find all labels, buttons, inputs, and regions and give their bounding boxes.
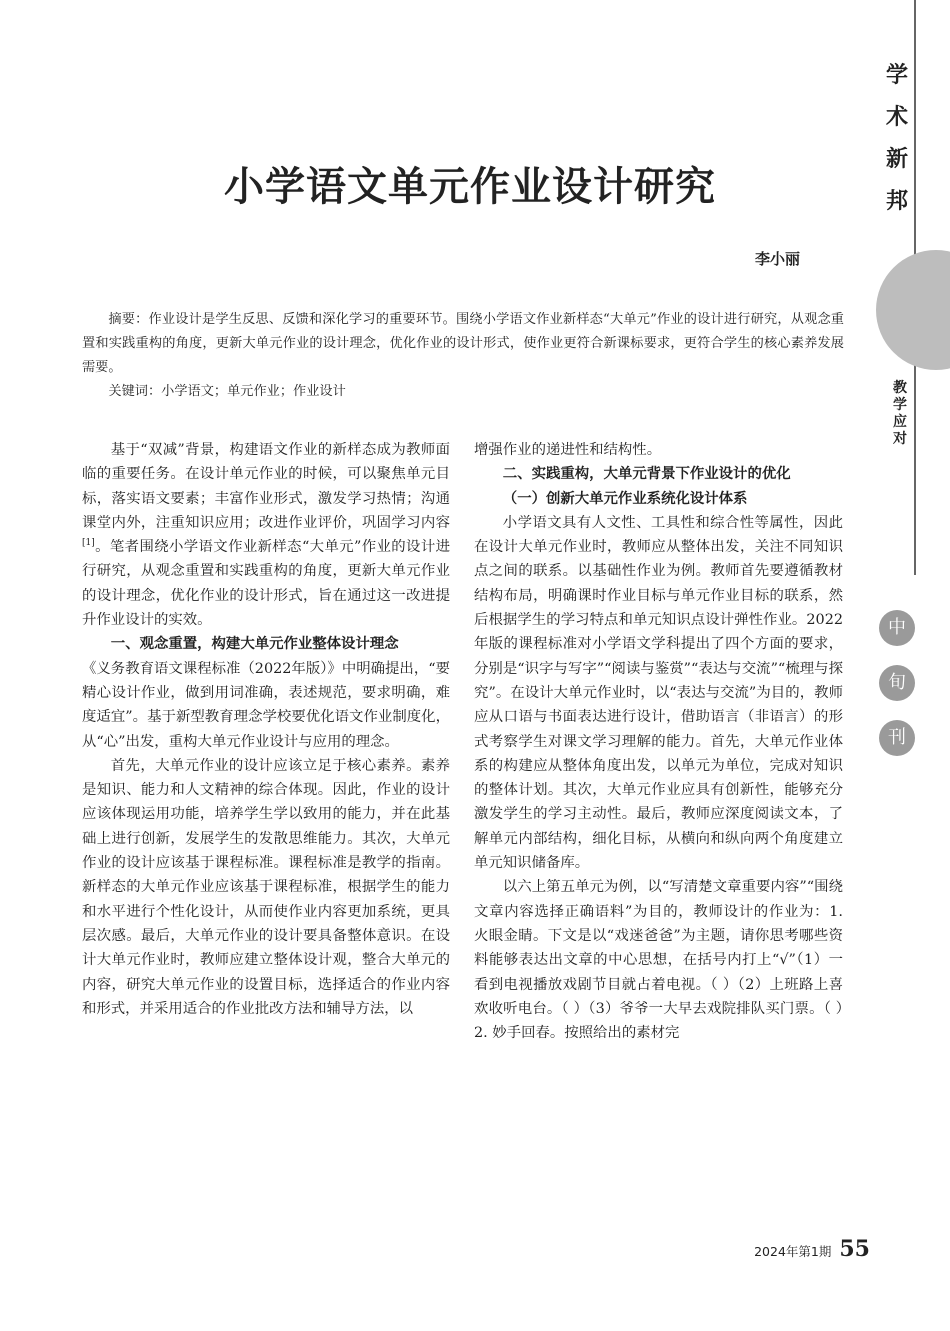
section-heading-1: 一、观念重置，构建大单元作业整体设计理念: [110, 636, 399, 653]
issue-label: 2024年第1期: [754, 1244, 832, 1259]
page-number: 55: [839, 1236, 870, 1262]
keywords-text: 小学语文；单元作业；作业设计: [161, 384, 346, 399]
edition-badge: 旬: [879, 665, 915, 701]
body-paragraph: 以六上第五单元为例，以“写清楚文章重要内容”“围绕文章内容选择正确语料”为目的，教师设计的作业为：1. 火眼金睛。下文是以“戏迷爸爸”为主题，请你思考哪些资料能够表达出文章的中心思想，在括号内打上“√”（1）一看到电视播放戏剧节目就占着电视。（ ）（2）上班路上喜欢收听电台。（ ）（3）爷爷一大早去戏院排队买门票。（ ）2. 妙手回春。按照给出的素材完: [474, 879, 843, 1042]
article-title: 小学语文单元作业设计研究: [224, 164, 716, 210]
edition-badge: 刊: [879, 720, 915, 756]
abstract-text: 作业设计是学生反思、反馈和深化学习的重要环节。围绕小学语文作业新样态“大单元”作业的设计进行研究，从观念重置和实践重构的角度，更新大单元作业的设计理念，优化作业的设计形式，使作业更符合新课标要求，更符合学生的核心素养发展需要。: [82, 312, 844, 375]
brand-char: 邦: [885, 189, 908, 214]
page-footer: [754, 1236, 870, 1262]
section-heading-2: 二、实践重构，大单元背景下作业设计的优化: [502, 466, 791, 483]
body-column-left: [82, 438, 450, 1021]
section-char: 学: [893, 397, 907, 413]
edition-badges: [879, 610, 917, 775]
abstract-block: [82, 308, 844, 404]
keywords-label: 关键词：: [108, 384, 162, 399]
abstract-label: 摘要：: [108, 312, 149, 327]
body-paragraph: 首先，大单元作业的设计应该立足于核心素养。素养是知识、能力和人文精神的综合体现。因此，作业的设计应该体现运用功能，培养学生学以致用的能力，并在此基础上进行创新，发展学生的发散思维能力。其次，大单元作业的设计应该基于课程标准。课程标准是教学的指南。新样态的大单元作业应该基于课程标准，根据学生的能力和水平进行个性化设计，从而使作业内容更加系统，更具层次感。最后，大单元作业的设计要具备整体意识。在设计大单元作业时，教师应建立整体设计观，整合大单元的内容，研究大单元作业的设置目标，选择适合的作业内容和形式，并采用适合的作业批改方法和辅导方法，以: [82, 757, 450, 1017]
brand-char: 学: [885, 63, 908, 88]
brand-char: 术: [885, 105, 908, 130]
body-paragraph: 小学语文具有人文性、工具性和综合性等属性，因此在设计大单元作业时，教师应从整体出发，关注不同知识点之间的联系。以基础性作业为例。教师首先要遵循教材结构布局，明确课时作业目标与单元作业目标的联系，然后根据学生的学习特点和单元知识点设计弹性作业。2022年版的课程标准对小学语文学科提出了四个方面的要求，分别是“识字与写字”“阅读与鉴赏”“表达与交流”“梳理与探究”。在设计大单元作业时，以“表达与交流”为目的，教师应从口语与书面表达进行设计，借助语言（非语言）的形式考察学生对课文学习理解的能力。首先，大单元作业体系的构建应从整体角度出发，以单元为单位，完成对知识的整体计划。其次，大单元作业应具有创新性，能够充分激发学生的学习主动性。最后，教师应深度阅读文本，了解单元内部结构，细化目标，从横向和纵向两个角度建立单元知识储备库。: [474, 514, 843, 872]
body-paragraph: [82, 438, 450, 632]
journal-brand: [880, 55, 914, 223]
section-char: 应: [893, 414, 907, 430]
section-char: 对: [893, 431, 907, 447]
citation-ref: [1]: [82, 538, 95, 549]
edition-badge: 中: [879, 610, 915, 646]
paragraph-text: 基于“双减”背景，构建语文作业的新样态成为教师面临的重要任务。在设计单元作业的时候，可以聚焦单元目标，落实语文要素；丰富作业形式，激发学习热情；沟通课堂内外，注重知识应用；改进作业评价，巩固学习内容: [82, 442, 450, 531]
keywords-paragraph: [82, 380, 844, 404]
section-label: [887, 380, 913, 448]
decorative-circle: [876, 250, 950, 370]
body-paragraph: 《义务教育语文课程标准（2022年版）》中明确提出，“要精心设计作业，做到用词准确，表述规范，要求明确，难度适宜”。基于新型教育理念学校要优化语文作业制度化，从“心”出发，重构大单元作业设计与应用的理念。: [82, 660, 450, 750]
article-author: 李小丽: [754, 250, 800, 268]
body-column-right: [474, 438, 843, 1045]
brand-char: 新: [885, 147, 908, 172]
subsection-heading: （一）创新大单元作业系统化设计体系: [502, 490, 748, 507]
paragraph-text: 。笔者围绕小学语文作业新样态“大单元”作业的设计进行研究，从观念重置和实践重构的角度，更新大单元作业的设计理念，优化作业的设计形式，旨在通过这一改进提升作业设计的实效。: [82, 539, 450, 629]
section-char: 教: [893, 380, 907, 396]
body-paragraph: 增强作业的递进性和结构性。: [474, 442, 662, 458]
abstract-paragraph: [82, 308, 844, 380]
